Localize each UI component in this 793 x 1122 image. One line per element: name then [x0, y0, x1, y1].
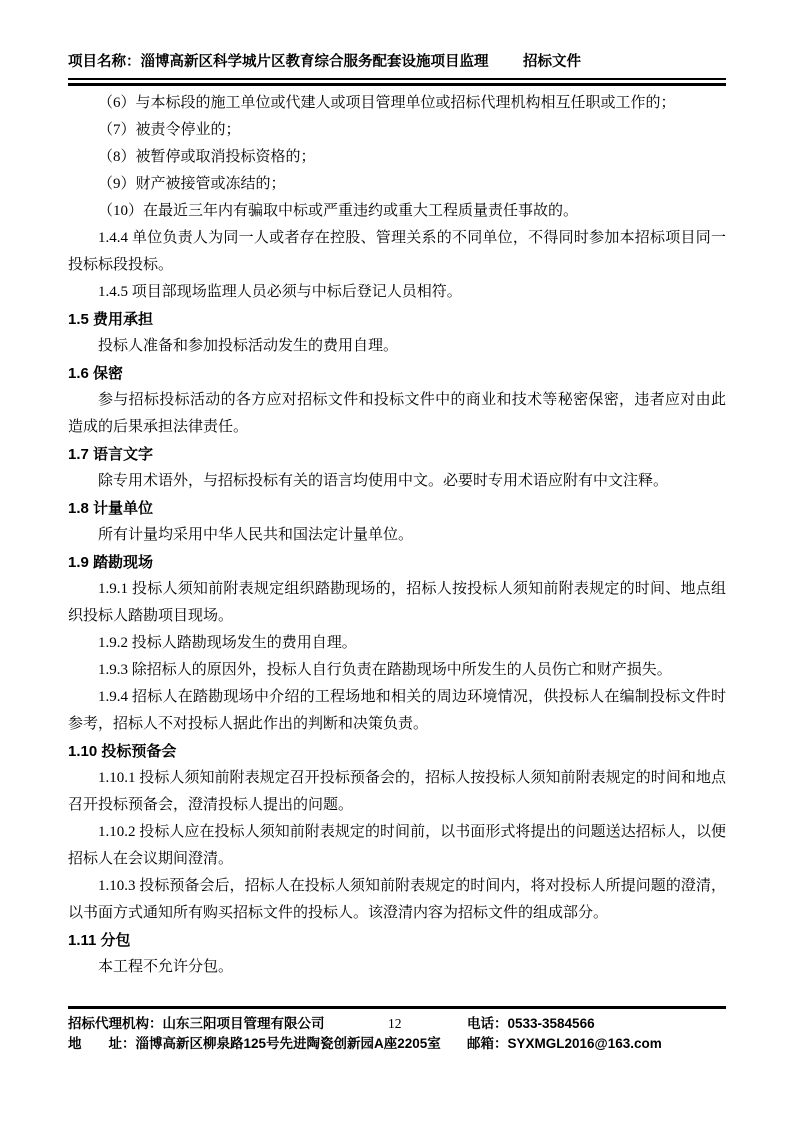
body-paragraph: 1.4.4 单位负责人为同一人或者存在控股、管理关系的不同单位，不得同时参加本招标项目同一投标标段投标。: [68, 230, 726, 273]
document-body: [68, 90, 726, 981]
footer-email-label: 邮箱：: [467, 1036, 508, 1051]
header-project-name: 淄博高新区科学城片区教育综合服务配套设施项目监理: [140, 54, 489, 70]
page-number: 12: [388, 1016, 402, 1031]
body-paragraph: 1.8 计量单位: [68, 500, 154, 517]
body-paragraph: 除专用术语外，与招标投标有关的语言均使用中文。必要时专用术语应附有中文注释。: [98, 473, 669, 489]
header-project-label: 项目名称：: [68, 54, 141, 70]
footer-phone: [467, 1014, 595, 1034]
body-paragraph: 1.4.5 项目部现场监理人员必须与中标后登记人员相符。: [98, 284, 462, 300]
body-paragraph: 1.10.3 投标预备会后，招标人在投标人须知前附表规定的时间内，将对投标人所提问题的澄清，以书面方式通知所有购买招标文件的投标人。该澄清内容为招标文件的组成部分。: [68, 878, 726, 921]
body-paragraph: 1.11 分包: [68, 932, 131, 949]
footer-content: [68, 1009, 726, 1055]
body-paragraph: （10）在最近三年内有骗取中标或严重违约或重大工程质量责任事故的。: [98, 203, 579, 219]
footer-agency-name: 山东三阳项目管理有限公司: [162, 1016, 325, 1031]
body-paragraph: （8）被暂停或取消投标资格的；: [98, 149, 316, 165]
footer-email: [467, 1034, 662, 1054]
body-paragraph: （7）被责令停业的；: [98, 122, 241, 138]
footer-agency-label: 招标代理机构：: [68, 1016, 163, 1031]
body-paragraph: 1.6 保密: [68, 365, 124, 382]
body-paragraph: 1.10.2 投标人应在投标人须知前附表规定的时间前，以书面形式将提出的问题送达招标人，以便招标人在会议期间澄清。: [68, 824, 726, 867]
body-paragraph: 1.10 投标预备会: [68, 743, 177, 760]
header-row: [68, 52, 726, 72]
footer-phone-label: 电话：: [467, 1016, 508, 1031]
body-paragraph: 1.5 费用承担: [68, 311, 154, 328]
body-paragraph: 本工程不允许分包。: [98, 959, 234, 975]
footer-address-value: 淄博高新区柳泉路125号先进陶瓷创新园A座2205室: [135, 1036, 441, 1051]
body-paragraph: 1.9.3 除招标人的原因外，投标人自行负责在踏勘现场中所发生的人员伤亡和财产损失。: [98, 662, 672, 678]
header-double-rule: [68, 78, 726, 86]
body-paragraph: 1.7 语言文字: [68, 446, 154, 463]
body-paragraph: 1.10.1 投标人须知前附表规定召开投标预备会的，招标人按投标人须知前附表规定的时间和地点召开投标预备会，澄清投标人提出的问题。: [68, 770, 726, 813]
body-paragraph: 所有计量均采用中华人民共和国法定计量单位。: [98, 527, 414, 543]
header-doc-type: 招标文件: [523, 54, 581, 70]
footer-address: [68, 1034, 441, 1054]
body-paragraph: 1.9.2 投标人踏勘现场发生的费用自理。: [98, 635, 357, 651]
body-paragraph: 1.9.1 投标人须知前附表规定组织踏勘现场的，招标人按投标人须知前附表规定的时间、地点组织投标人踏勘项目现场。: [68, 581, 726, 624]
body-paragraph: 参与招标投标活动的各方应对招标文件和投标文件中的商业和技术等秘密保密，违者应对由此造成的后果承担法律责任。: [68, 392, 726, 435]
body-paragraph: 1.9 踏勘现场: [68, 554, 154, 571]
page-header: [68, 52, 726, 86]
page-footer: [68, 1006, 726, 1055]
body-paragraph: 1.9.4 招标人在踏勘现场中介绍的工程场地和相关的周边环境情况，供投标人在编制投标文件时参考，招标人不对投标人据此作出的判断和决策负责。: [68, 689, 726, 732]
body-paragraph: 投标人准备和参加投标活动发生的费用自理。: [98, 338, 399, 354]
footer-agency: [68, 1014, 325, 1034]
body-paragraph: （9）财产被接管或冻结的；: [98, 176, 286, 192]
footer-phone-value: 0533-3584566: [507, 1016, 595, 1031]
footer-email-value: SYXMGL2016@163.com: [507, 1036, 662, 1051]
body-paragraph: （6）与本标段的施工单位或代建人或项目管理单位或招标代理机构相互任职或工作的；: [98, 95, 676, 111]
footer-address-label: 地 址：: [68, 1036, 136, 1051]
